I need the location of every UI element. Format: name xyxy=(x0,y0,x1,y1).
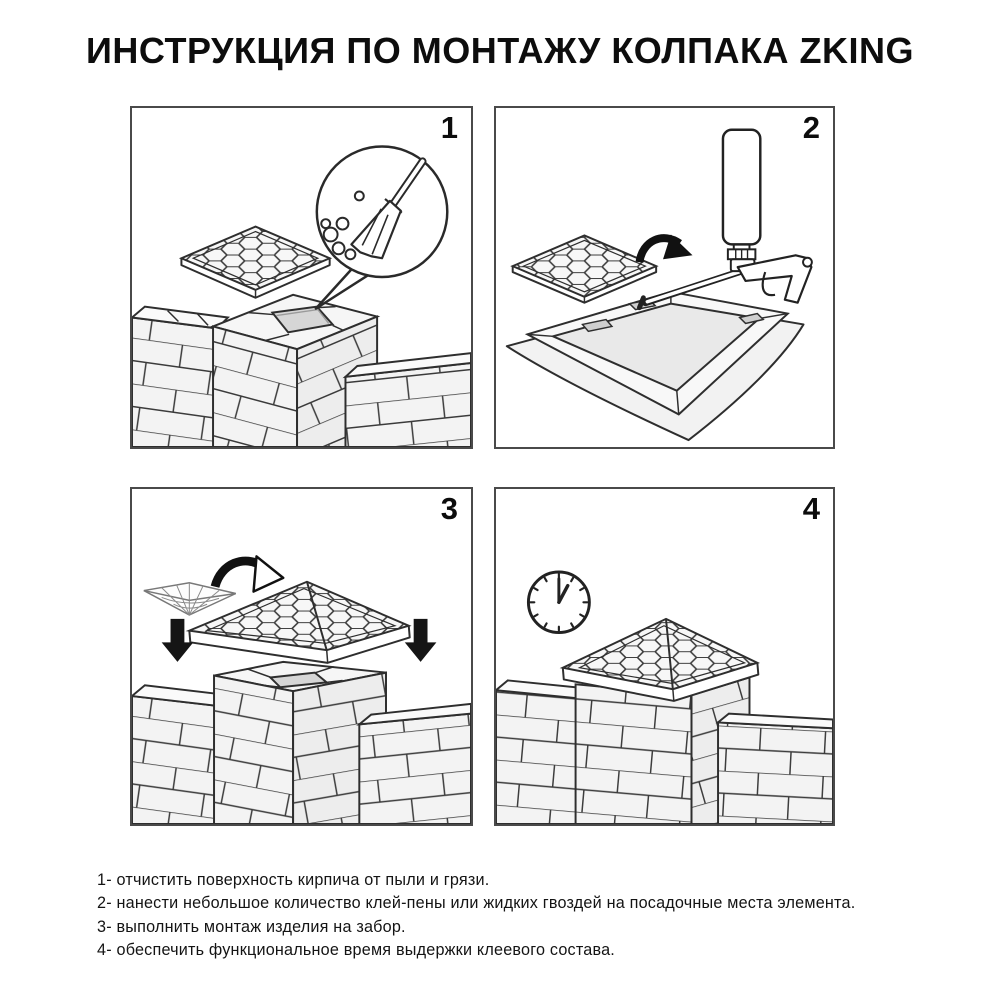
flip-arrow-icon xyxy=(215,556,283,591)
inverted-cap-ghost xyxy=(144,583,236,615)
page-title: ИНСТРУКЦИЯ ПО МОНТАЖУ КОЛПАКА ZKING xyxy=(85,30,914,71)
step-number-4: 4 xyxy=(802,491,820,526)
cap-element xyxy=(181,227,329,298)
step-panel-1 xyxy=(130,106,473,449)
instruction-line-1: 1- отчистить поверхность кирпича от пыли и грязи. xyxy=(97,871,490,889)
cap-element-small xyxy=(513,235,656,302)
clock-icon xyxy=(528,572,589,633)
step-1-illustration xyxy=(132,108,471,447)
step-panel-4 xyxy=(494,487,835,826)
foam-gun-icon xyxy=(639,130,811,308)
step-2-illustration xyxy=(496,108,833,447)
instruction-list xyxy=(97,869,855,963)
flipped-cap-tray xyxy=(507,292,804,440)
down-arrow-icon xyxy=(162,619,194,662)
step-panel-2 xyxy=(494,106,835,449)
flip-arrow-icon xyxy=(639,235,692,263)
step-3-illustration xyxy=(132,489,471,824)
brick-wall-right xyxy=(359,704,471,824)
step-4-illustration xyxy=(496,489,833,824)
step-number-1: 1 xyxy=(440,110,458,145)
brick-wall-right xyxy=(718,714,833,824)
instruction-line-2: 2- нанести небольшое количество клей-пены или жидких гвоздей на посадочные места элемента. xyxy=(97,894,856,913)
step-number-3: 3 xyxy=(440,491,458,526)
brick-wall-right xyxy=(345,353,471,447)
instruction-line-3: 3- выполнить монтаж изделия на забор. xyxy=(97,917,406,936)
instruction-line-4: 4- обеспечить функциональное время выдержки клеевого состава. xyxy=(97,941,616,960)
step-number-2: 2 xyxy=(802,110,820,145)
step-panel-3 xyxy=(130,487,473,826)
